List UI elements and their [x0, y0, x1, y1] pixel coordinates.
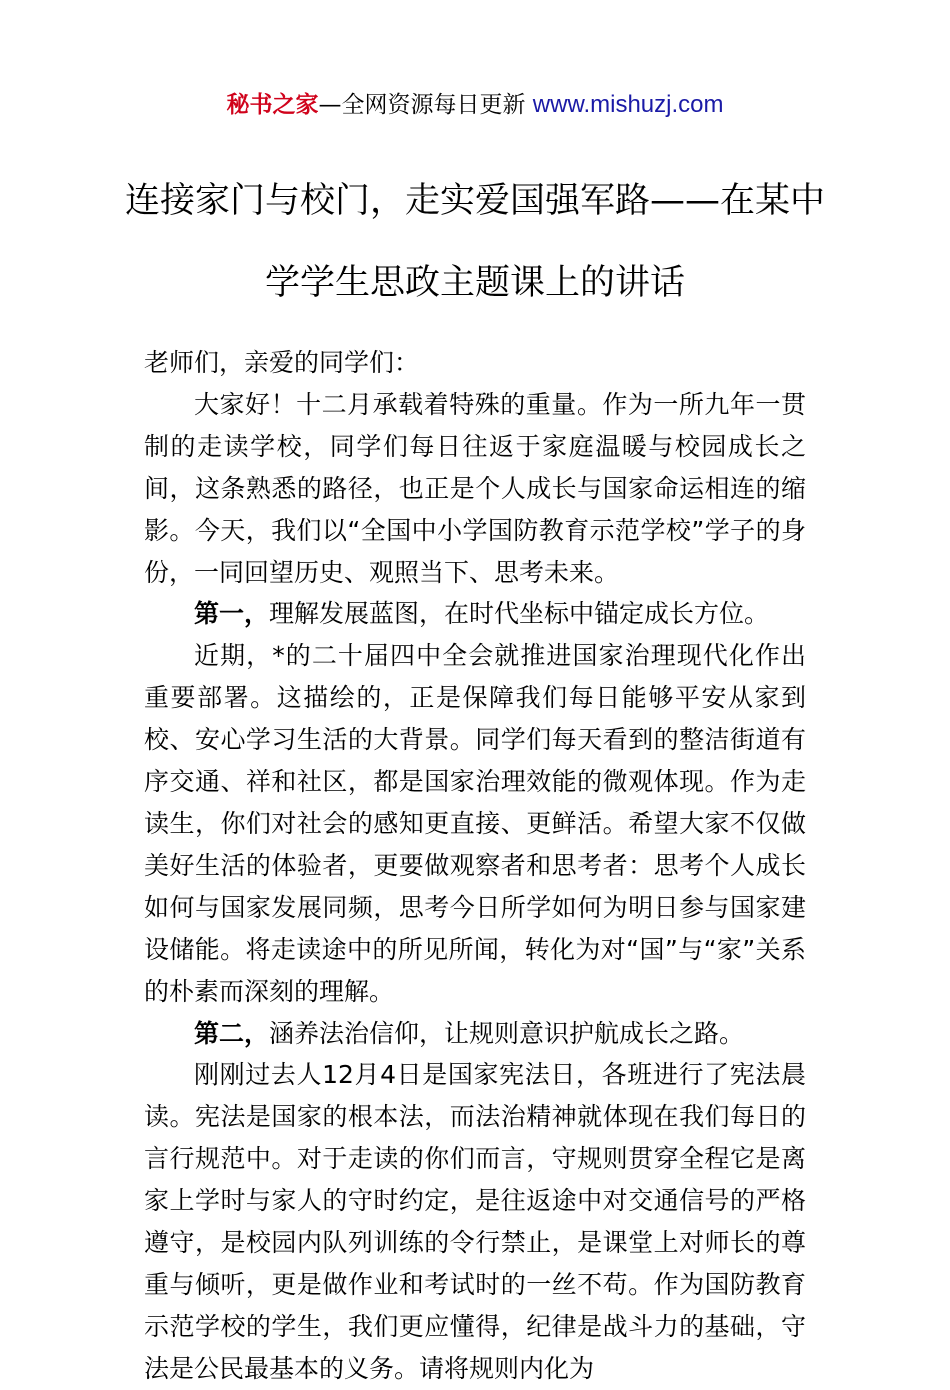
- document-title: 连接家门与校门，走实爱国强军路——在某中学学生思政主题课上的讲话: [124, 181, 825, 303]
- site-brand: 秘书之家: [226, 92, 319, 118]
- paragraph-intro: 大家好！十二月承载着特殊的重量。作为一所九年一贯制的走读学校，同学们每日往返于家庭温暖与校园成长之间，这条熟悉的路径，也正是个人成长与国家命运相连的缩影。今天，我们以“全国中小学国防教育示范学校”学子的身份，一同回望历史、观照当下、思考未来。: [144, 389, 806, 587]
- paragraph-section-1: 近期，*的二十届四中全会就推进国家治理现代化作出重要部署。这描绘的，正是保障我们每日能够平安从家到校、安心学习生活的大背景。同学们每天看到的整洁街道有序交通、祥和社区，都是国家治理效能的微观体现。作为走读生，你们对社会的感知更直接、更鲜活。希望大家不仅做美好生活的体验者，更要做观察者和思考者：思考个人成长如何与国家发展同频，思考今日所学如何为明日参与国家建设储能。将走读途中的所见所闻，转化为对“国”与“家”关系的朴素而深刻的理解。: [144, 641, 806, 1006]
- section-heading-2: [144, 1013, 806, 1055]
- greeting: 老师们，亲爱的同学们：: [144, 348, 420, 377]
- document-body: [144, 342, 806, 1390]
- site-header: [0, 88, 950, 122]
- section-heading-label: 第一，: [194, 599, 270, 629]
- section-heading-label: 第二，: [194, 1018, 270, 1048]
- site-tagline: —全网资源每日更新: [318, 92, 533, 118]
- section-heading-text: 理解发展蓝图，在时代坐标中锚定成长方位。: [269, 599, 770, 629]
- site-url-link[interactable]: www.mishuzj.com: [532, 91, 724, 118]
- section-heading-text: 涵养法治信仰，让规则意识护航成长之路。: [269, 1018, 745, 1048]
- section-heading-1: [144, 593, 806, 635]
- paragraph-section-2: 刚刚过去人12月4日是国家宪法日，各班进行了宪法晨读。宪法是国家的根本法，而法治精神就体现在我们每日的言行规范中。对于走读的你们而言，守规则贯穿全程它是离家上学时与家人的守时约定，是往返途中对交通信号的严格遵守，是校园内队列训练的令行禁止，是课堂上对师长的尊重与倾听，更是做作业和考试时的一丝不苟。作为国防教育示范学校的学生，我们更应懂得，纪律是战斗力的基础，守法是公民最基本的义务。请将规则内化为: [144, 1060, 806, 1383]
